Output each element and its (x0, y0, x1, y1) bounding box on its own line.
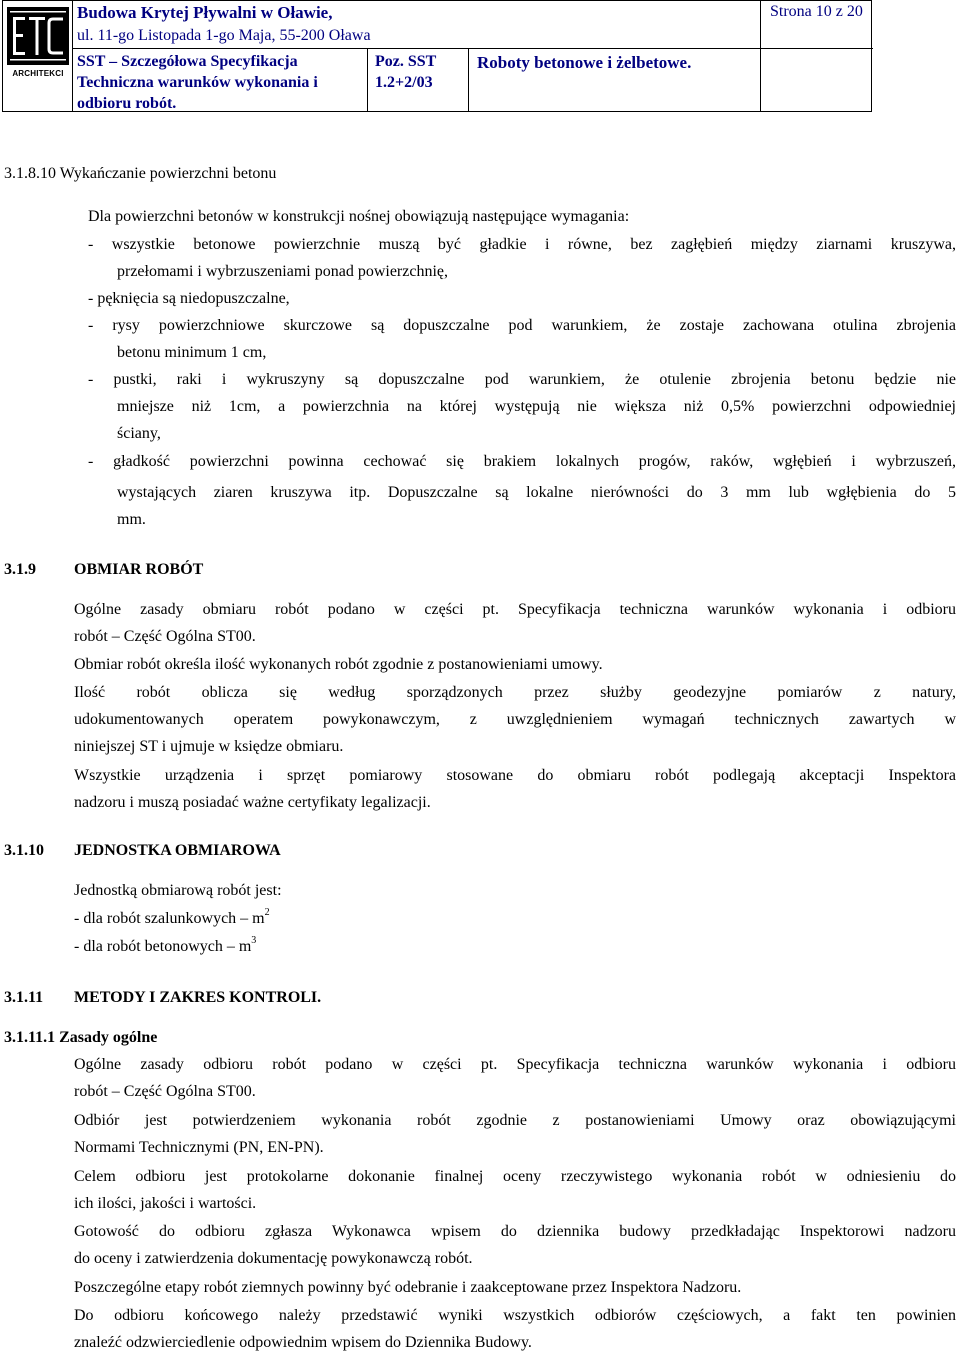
spec-line: odbioru robót. (77, 95, 177, 112)
paragraph-line: udokumentowanych operatem powykonawczym, z uwzględnieniem wymagań technicznych zawartych w (74, 711, 956, 728)
header-divider (468, 48, 469, 111)
spec-line: Techniczna warunków wykonania i (77, 74, 318, 91)
logo-subtitle: ARCHITEKCI (12, 69, 64, 78)
paragraph-line: Jednostką obmiarową robót jest: (74, 882, 282, 899)
works-title: Roboty betonowe i żelbetowe. (477, 53, 692, 72)
paragraph: Dla powierzchni betonów w konstrukcji nośnej obowiązują następujące wymagania: (88, 208, 630, 225)
list-item-text: - dla robót szalunkowych – m (74, 910, 265, 927)
paragraph-line: robót – Część Ogólna ST00. (74, 628, 256, 645)
position-label: Poz. SST (375, 53, 437, 70)
list-item-continuation: wystających ziaren kruszywa itp. Dopuszczalne są lokalne nierówności do 3 mm lub wgłębienia do 5 (117, 484, 956, 501)
paragraph-line: do oceny i zatwierdzenia dokumentację powykonawczą robót. (74, 1250, 473, 1267)
paragraph-line: znaleźć odzwierciedlenie odpowiednim wpisem do Dziennika Budowy. (74, 1334, 532, 1351)
list-item: - pustki, raki i wykruszyny są dopuszczalne pod warunkiem, że otulenie zbrojenia betonu będzie nie (88, 371, 956, 388)
position-number: 1.2+2/03 (375, 74, 433, 91)
header-divider (367, 48, 368, 111)
section-number: 3.1.10 (4, 842, 44, 859)
list-item: - pęknięcia są niedopuszczalne, (88, 290, 290, 307)
list-item: - rysy powierzchniowe skurczowe są dopuszczalne pod warunkiem, że zostaje zachowana otulina zbrojenia (88, 317, 956, 334)
paragraph-line: Ogólne zasady obmiaru robót podano w części pt. Specyfikacja techniczna warunków wykonania i odbioru (74, 601, 956, 618)
paragraph-line: Do odbioru końcowego należy przedstawić wyniki wszystkich odbiorów częściowych, a fakt ten powinien (74, 1307, 956, 1324)
section-number: 3.1.11 (4, 989, 44, 1006)
list-item-continuation: mniejsze niż 1cm, a powierzchnia na której występują nie większa niż 0,5% powierzchni odpowiedniej (117, 398, 956, 415)
list-item-continuation: mm. (117, 511, 146, 528)
paragraph-line: Ilość robót oblicza się według sporządzonych przez służby geodezyjne pomiarów z natury, (74, 684, 956, 701)
page-number: Strona 10 z 20 (770, 3, 863, 20)
paragraph-line: Gotowość do odbioru zgłasza Wykonawca wpisem do dziennika budowy przedkładając Inspektorowi nadzoru (74, 1223, 956, 1240)
paragraph-line: Obmiar robót określa ilość wykonanych robót zgodnie z postanowieniami umowy. (74, 656, 603, 673)
spec-position (375, 51, 436, 93)
page-header (2, 0, 958, 112)
paragraph-line: Wszystkie urządzenia i sprzęt pomiarowy stosowane do obmiaru robót podlegają akceptacji Inspektora (74, 767, 956, 784)
list-item-continuation: betonu minimum 1 cm, (117, 344, 267, 361)
header-divider (73, 48, 873, 49)
paragraph-line: Ogólne zasady odbioru robót podano w części pt. Specyfikacja techniczna warunków wykonania i odbioru (74, 1056, 956, 1073)
paragraph-line: Odbiór jest potwierdzeniem wykonania robót zgodnie z postanowieniami Umowy oraz obowiązującymi (74, 1112, 956, 1129)
etc-logo (7, 7, 69, 65)
paragraph-line: Poszczególne etapy robót ziemnych powinny być odebranie i zaakceptowane przez Inspektora Nadzoru. (74, 1279, 742, 1296)
header-divider (760, 1, 761, 111)
list-item-continuation: ściany, (117, 425, 161, 442)
section-title: METODY I ZAKRES KONTROLI. (74, 989, 322, 1006)
list-item (74, 905, 270, 932)
section-heading: 3.1.8.10 Wykańczanie powierzchni betonu (4, 165, 277, 182)
list-item-continuation: przełomami i wybrzuszeniami ponad powierzchnię, (117, 263, 448, 280)
list-item-text: - dla robót betonowych – m (74, 938, 252, 955)
header-table (2, 0, 872, 112)
project-title: Budowa Krytej Pływalni w Oławie, (77, 3, 333, 22)
list-item: - wszystkie betonowe powierzchnie muszą być gładkie i równe, bez zagłębień między ziarnami kruszywa, (88, 236, 956, 253)
paragraph-line: Normami Technicznymi (PN, EN-PN). (74, 1139, 324, 1156)
list-item: - gładkość powierzchni powinna cechować się brakiem lokalnych progów, raków, wgłębień i wybrzuszeń, (88, 453, 956, 470)
paragraph-line: niniejszej ST i ujmuje w księdze obmiaru. (74, 738, 344, 755)
paragraph-line: Celem odbioru jest protokolarne dokonanie finalnej oceny rzeczywistego wykonania robót w odniesieniu do (74, 1168, 956, 1185)
project-address: ul. 11-go Listopada 1-go Maja, 55-200 Oława (77, 27, 371, 44)
section-number: 3.1.9 (4, 561, 36, 578)
section-title: JEDNOSTKA OBMIAROWA (74, 842, 281, 859)
unit-exponent: 3 (251, 935, 257, 946)
paragraph-line: ich ilości, jakości i wartości. (74, 1195, 257, 1212)
logo-cell (3, 1, 73, 111)
spec-name (77, 51, 367, 114)
paragraph-line: robót – Część Ogólna ST00. (74, 1083, 256, 1100)
subsection-heading: 3.1.11.1 Zasady ogólne (4, 1029, 158, 1046)
unit-exponent: 2 (264, 907, 270, 918)
list-item (74, 933, 256, 960)
paragraph-line: nadzoru i muszą posiadać ważne certyfikaty legalizacji. (74, 794, 431, 811)
section-title: OBMIAR ROBÓT (74, 561, 204, 578)
spec-line: SST – Szczegółowa Specyfikacja (77, 53, 298, 70)
